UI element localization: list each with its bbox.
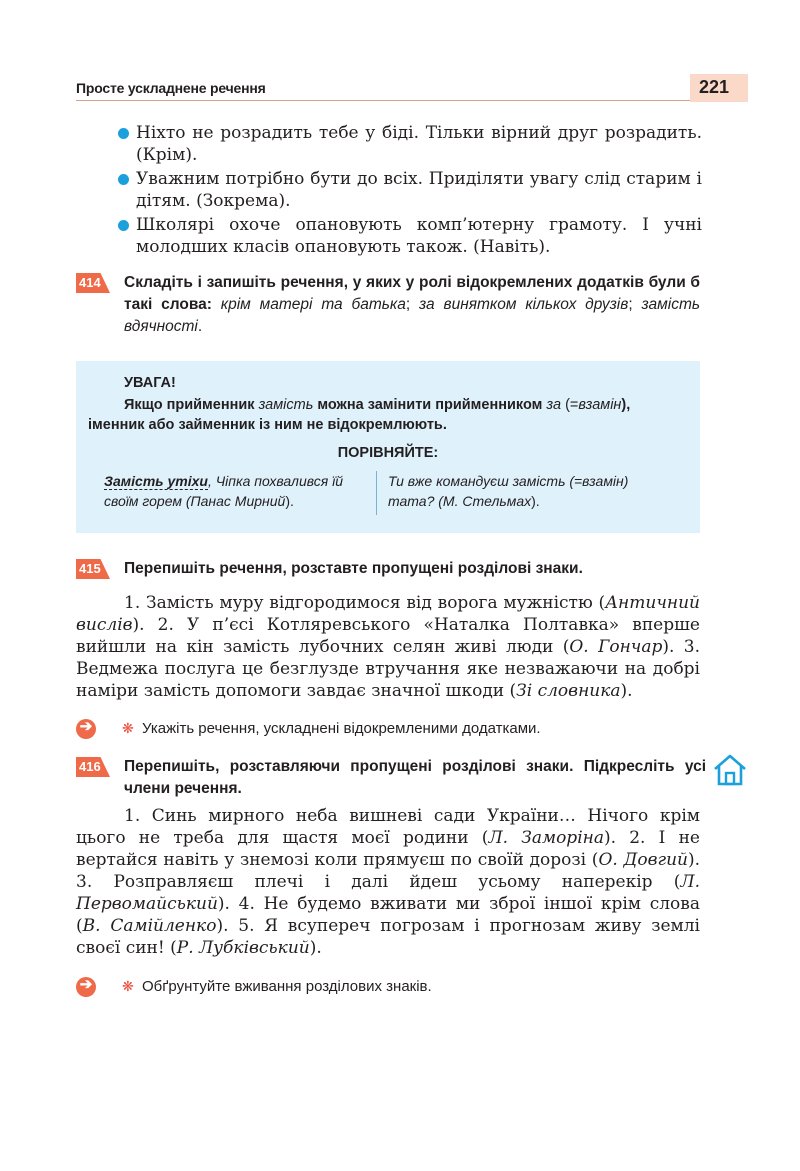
page-number: 221 <box>698 77 730 97</box>
note-rule: Якщо прийменник замість можна замінити прийменником за (=взамін), іменник або займенник із ним не відокремлюють. <box>88 397 631 433</box>
task-416-sentences: 1. Синь мирного неба вишневі сади України… Нічого крім цього не треба для щастя моєї родини (Л. Заморіна). 2. І не вертайся навіть у знемозі коли прямуєш по своїй дорозі (О. Довгий). 3. Розправляєш плечі і далі йдеш усьому наперекір (Л. Первомайський). 4. Не будемо вживати ми зброї іншої крім слова (В. Самійленко). 5. Я всупереч погрозам і прогнозам живу землі своєї син! (Р. Лубківський). <box>76 806 701 958</box>
task-number-badge: 414 <box>76 273 110 293</box>
header-divider <box>76 100 748 101</box>
arrow-right-icon: ➔ <box>76 977 96 997</box>
example-left: Замість утіхи, Чіпка похвалився їй своїм горем (Панас Мирний). <box>104 473 344 509</box>
list-item: Ніхто не розрадить тебе у біді. Тільки вірний друг розрадить. (Крім). <box>118 122 702 166</box>
page-number-tab <box>690 74 748 102</box>
underlined-phrase: Замість утіхи <box>104 473 208 489</box>
task-number-badge: 415 <box>76 559 110 579</box>
home-icon[interactable] <box>712 752 748 788</box>
bullet-dot-icon <box>118 220 129 231</box>
attention-note-box <box>76 361 700 533</box>
task-414-text: Складіть і запишіть речення, у яких у ролі відокремлених додатків були б такі слова: крім матері та батька; за винятком кількох друзів; замість вдячності. <box>124 274 701 335</box>
bullet-dot-icon <box>118 128 129 139</box>
asterisk-icon: ❋ <box>122 978 134 994</box>
section-title: Просте ускладнене речення <box>76 80 266 96</box>
task-415-sentences: 1. Замість муру відгородимося від ворога мужністю (Античний вислів). 2. У п’єсі Котляревського «Наталка Полтавка» вперше вийшли на кін замість лубочних селян живі люди (О. Гончар). 3. Ведмежа послуга це безглузде втручання яке незважаючи на добрі наміри замість допомоги завдає значної шкоди (Зі словника). <box>76 593 700 701</box>
bullet-dot-icon <box>118 174 129 185</box>
task-415-title: Перепишіть речення, розставте пропущені розділові знаки. <box>124 560 583 577</box>
page-header <box>76 78 748 100</box>
task-number-badge: 416 <box>76 757 110 777</box>
note-heading: УВАГА! <box>124 375 176 391</box>
arrow-right-icon: ➔ <box>76 719 96 739</box>
task-416-title: Перепишіть, розставляючи пропущені розділові знаки. Підкресліть усі члени речення. <box>124 758 706 797</box>
column-divider <box>376 471 377 515</box>
exercise-bullet-list <box>118 122 702 260</box>
list-item: Школярі охоче опановують комп’ютерну грамоту. І учні молодших класів опановують також. (Навіть). <box>118 214 702 258</box>
subtask-416: ➔ ❋ Обґрунтуйте вживання розділових знаків. <box>76 977 700 999</box>
list-item: Уважним потрібно бути до всіх. Приділяти увагу слід старим і дітям. (Зокрема). <box>118 168 702 212</box>
subtask-415: ➔ ❋ Укажіть речення, ускладнені відокремленими додатками. <box>76 719 700 741</box>
example-right: Ти вже командуєш замість (=взамін) тата? (М. Стельмах). <box>388 473 629 509</box>
compare-heading: ПОРІВНЯЙТЕ: <box>337 445 439 461</box>
asterisk-icon: ❋ <box>122 720 134 736</box>
